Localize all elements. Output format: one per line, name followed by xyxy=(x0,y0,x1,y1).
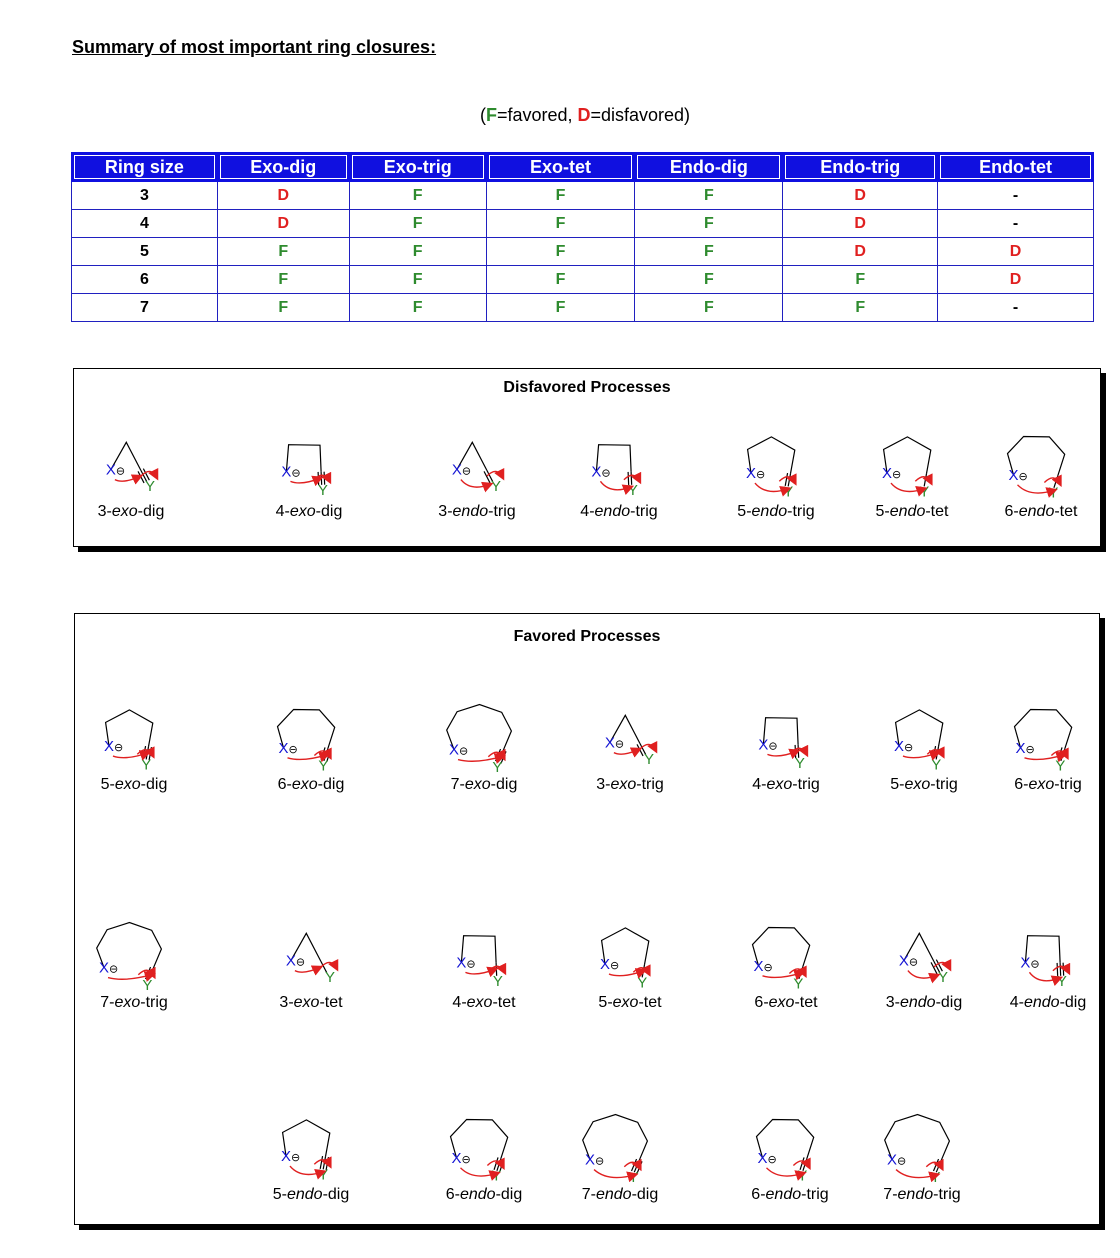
molecule-diagram xyxy=(976,407,1106,499)
negative-charge: ⊖ xyxy=(601,466,611,480)
cyclization-example xyxy=(837,407,987,521)
molecule-diagram xyxy=(983,680,1113,772)
cyclization-label: 4-exo-trig xyxy=(752,776,820,793)
molecule-diagram xyxy=(246,898,376,990)
molecule-diagram xyxy=(859,680,989,772)
negative-charge: ⊖ xyxy=(113,741,124,755)
table-row xyxy=(72,294,1094,322)
cyclization-example xyxy=(966,407,1116,521)
molecule-diagram xyxy=(555,1090,685,1182)
cyclization-label: 4-exo-dig xyxy=(275,503,343,520)
nucleophile-atom: X xyxy=(881,465,892,483)
cyclization-example xyxy=(402,407,552,521)
negative-charge: ⊖ xyxy=(614,737,625,751)
leaving-group-atom: Y xyxy=(318,757,329,772)
nucleophile-atom: X xyxy=(285,952,296,970)
cyclization-example xyxy=(555,680,705,794)
rule-cell: D xyxy=(783,210,938,238)
cyclization-example xyxy=(545,1090,695,1204)
cyclization-example xyxy=(555,898,705,1012)
negative-charge: ⊖ xyxy=(288,742,298,756)
nucleophile-atom: X xyxy=(757,1149,768,1167)
negative-charge: ⊖ xyxy=(295,955,306,969)
molecule-diagram xyxy=(412,407,542,499)
nucleophile-atom: X xyxy=(1020,954,1031,972)
rule-cell: F xyxy=(349,182,486,210)
nucleophile-atom: X xyxy=(1015,739,1026,757)
nucleophile-atom: X xyxy=(278,739,289,757)
negative-charge: ⊖ xyxy=(1018,469,1028,483)
molecule-diagram xyxy=(66,407,196,499)
disfavored-panel xyxy=(73,368,1101,547)
rule-cell: - xyxy=(938,210,1094,238)
nucleophile-atom: X xyxy=(898,952,909,970)
leaving-group-atom: Y xyxy=(793,975,804,990)
rule-cell: F xyxy=(486,238,635,266)
cyclization-label: 6-exo-trig xyxy=(1014,776,1082,793)
cyclization-label: 5-endo-dig xyxy=(272,1186,350,1203)
negative-charge: ⊖ xyxy=(755,468,766,482)
leaving-group-atom: Y xyxy=(492,758,503,772)
ring-size-cell: 6 xyxy=(72,266,218,294)
molecule-diagram xyxy=(69,898,199,990)
cyclization-label: 7-endo-trig xyxy=(883,1186,961,1203)
column-header: Exo-tet xyxy=(486,153,635,182)
cyclization-label: 4-endo-trig xyxy=(580,503,658,520)
leaving-group-atom: Y xyxy=(794,754,805,772)
cyclization-label: 6-endo-tet xyxy=(1004,503,1078,520)
leaving-group-atom: Y xyxy=(1048,484,1059,499)
rule-cell: F xyxy=(635,294,783,322)
molecule-diagram xyxy=(857,1090,987,1182)
leaving-group-atom: Y xyxy=(145,477,156,495)
rule-cell: F xyxy=(635,238,783,266)
column-header: Endo-dig xyxy=(635,153,783,182)
rule-cell: F xyxy=(217,266,349,294)
cyclization-label: 3-exo-trig xyxy=(596,776,664,793)
nucleophile-atom: X xyxy=(99,959,110,977)
nucleophile-atom: X xyxy=(1008,466,1019,484)
molecule-diagram xyxy=(565,680,695,772)
molecule-diagram xyxy=(419,898,549,990)
molecule-diagram xyxy=(859,898,989,990)
cyclization-label: 3-exo-dig xyxy=(97,503,165,520)
rule-cell: F xyxy=(349,294,486,322)
leaving-group-atom: Y xyxy=(637,974,648,990)
molecule-diagram xyxy=(711,407,841,499)
leaving-group-atom: Y xyxy=(938,968,949,986)
negative-charge: ⊖ xyxy=(1025,742,1035,756)
ring-size-cell: 5 xyxy=(72,238,218,266)
column-header: Exo-trig xyxy=(349,153,486,182)
cyclization-example xyxy=(236,1090,386,1204)
molecule-diagram xyxy=(847,407,977,499)
column-header: Ring size xyxy=(72,153,218,182)
negative-charge: ⊖ xyxy=(903,741,914,755)
leaving-group-atom: Y xyxy=(919,483,930,499)
negative-charge: ⊖ xyxy=(609,959,620,973)
rule-cell: D xyxy=(783,238,938,266)
rule-cell: F xyxy=(486,210,635,238)
molecule-diagram xyxy=(983,898,1113,990)
cyclization-example xyxy=(973,898,1120,1012)
cyclization-label: 3-endo-dig xyxy=(885,994,963,1011)
rule-cell: F xyxy=(217,294,349,322)
cyclization-example xyxy=(711,680,861,794)
cyclization-label: 6-exo-tet xyxy=(754,994,818,1011)
cyclization-example xyxy=(701,407,851,521)
leaving-group-atom: Y xyxy=(141,756,152,772)
rule-cell: F xyxy=(635,210,783,238)
leaving-group-atom: Y xyxy=(931,756,942,772)
ring-closure-table xyxy=(71,152,1094,322)
cyclization-example xyxy=(409,680,559,794)
column-header: Endo-trig xyxy=(783,153,938,182)
negative-charge: ⊖ xyxy=(897,1154,907,1168)
molecule-diagram xyxy=(565,898,695,990)
leaving-group-atom: Y xyxy=(1055,757,1066,772)
leaving-group-atom: Y xyxy=(644,750,655,768)
table-row xyxy=(72,182,1094,210)
table-row xyxy=(72,266,1094,294)
cyclization-label: 3-exo-tet xyxy=(279,994,343,1011)
rule-cell: D xyxy=(783,182,938,210)
cyclization-example xyxy=(59,680,209,794)
nucleophile-atom: X xyxy=(449,741,460,759)
molecule-diagram xyxy=(419,680,549,772)
cyclization-example xyxy=(544,407,694,521)
ring-size-cell: 7 xyxy=(72,294,218,322)
molecule-diagram xyxy=(246,1090,376,1182)
leaving-group-atom: Y xyxy=(317,481,328,499)
rule-cell: F xyxy=(486,182,635,210)
molecule-diagram xyxy=(554,407,684,499)
rule-cell: F xyxy=(349,210,486,238)
nucleophile-atom: X xyxy=(585,1151,596,1169)
molecule-diagram xyxy=(721,898,851,990)
negative-charge: ⊖ xyxy=(291,466,301,480)
leaving-group-atom: Y xyxy=(491,477,502,495)
negative-charge: ⊖ xyxy=(461,464,472,478)
cyclization-label: 6-endo-trig xyxy=(751,1186,829,1203)
leaving-group-atom: Y xyxy=(930,1168,941,1182)
nucleophile-atom: X xyxy=(887,1151,898,1169)
leaving-group-atom: Y xyxy=(492,972,503,990)
rule-cell: D xyxy=(217,210,349,238)
attack-arrow xyxy=(461,480,491,488)
rule-cell: F xyxy=(783,266,938,294)
cyclization-label: 7-exo-dig xyxy=(450,776,518,793)
nucleophile-atom: X xyxy=(604,734,615,752)
rule-cell: F xyxy=(349,266,486,294)
negative-charge: ⊖ xyxy=(109,962,119,976)
leaving-group-atom: Y xyxy=(325,968,336,986)
nucleophile-atom: X xyxy=(745,465,756,483)
rule-cell: F xyxy=(349,238,486,266)
negative-charge: ⊖ xyxy=(459,744,469,758)
leaving-group-atom: Y xyxy=(491,1167,502,1182)
cyclization-label: 7-exo-trig xyxy=(100,994,168,1011)
negative-charge: ⊖ xyxy=(1030,957,1040,971)
cyclization-label: 6-endo-dig xyxy=(445,1186,523,1203)
page-title: Summary of most important ring closures: xyxy=(72,37,437,57)
nucleophile-atom: X xyxy=(591,463,602,481)
rule-cell: F xyxy=(635,182,783,210)
leaving-group-atom: Y xyxy=(797,1167,808,1182)
table-row xyxy=(72,210,1094,238)
cyclization-example xyxy=(715,1090,865,1204)
rule-cell: - xyxy=(938,294,1094,322)
leaving-group-atom: Y xyxy=(783,483,794,499)
rule-cell: D xyxy=(938,266,1094,294)
rule-cell: F xyxy=(635,266,783,294)
nucleophile-atom: X xyxy=(451,461,462,479)
molecule-diagram xyxy=(244,407,374,499)
cyclization-label: 3-endo-trig xyxy=(438,503,516,520)
cyclization-label: 7-endo-dig xyxy=(581,1186,659,1203)
attack-arrow xyxy=(600,481,631,489)
molecule-diagram xyxy=(725,1090,855,1182)
rule-cell: - xyxy=(938,182,1094,210)
molecule-diagram xyxy=(419,1090,549,1182)
column-header: Exo-dig xyxy=(217,153,349,182)
table-row xyxy=(72,238,1094,266)
nucleophile-atom: X xyxy=(753,957,764,975)
cyclization-example xyxy=(236,898,386,1012)
column-header: Endo-tet xyxy=(938,153,1094,182)
cyclization-example xyxy=(59,898,209,1012)
cyclization-example xyxy=(236,680,386,794)
leaving-group-atom: Y xyxy=(628,1168,639,1182)
favored-panel xyxy=(74,613,1100,1225)
nucleophile-atom: X xyxy=(280,1148,291,1166)
leaving-group-atom: Y xyxy=(318,1166,329,1182)
cyclization-label: 4-exo-tet xyxy=(452,994,516,1011)
leaving-group-atom: Y xyxy=(142,976,153,990)
nucleophile-atom: X xyxy=(451,1149,462,1167)
nucleophile-atom: X xyxy=(758,736,769,754)
electron-arrow xyxy=(1044,478,1060,485)
negative-charge: ⊖ xyxy=(290,1151,301,1165)
nucleophile-atom: X xyxy=(105,461,116,479)
disfavored-title: Disfavored Processes xyxy=(503,379,671,396)
nucleophile-atom: X xyxy=(103,738,114,756)
cyclization-example xyxy=(409,1090,559,1204)
negative-charge: ⊖ xyxy=(908,955,919,969)
nucleophile-atom: X xyxy=(456,954,467,972)
favored-title: Favored Processes xyxy=(513,628,661,645)
electron-arrow xyxy=(915,477,931,484)
negative-charge: ⊖ xyxy=(115,464,126,478)
negative-charge: ⊖ xyxy=(891,468,902,482)
molecule-diagram xyxy=(246,680,376,772)
nucleophile-atom: X xyxy=(893,738,904,756)
negative-charge: ⊖ xyxy=(461,1152,471,1166)
cyclization-example xyxy=(409,898,559,1012)
cyclization-example xyxy=(234,407,384,521)
rule-cell: D xyxy=(938,238,1094,266)
cyclization-example xyxy=(56,407,206,521)
nucleophile-atom: X xyxy=(281,463,292,481)
attack-arrow xyxy=(1029,972,1060,980)
molecule-diagram xyxy=(721,680,851,772)
ring-size-cell: 4 xyxy=(72,210,218,238)
cyclization-label: 5-endo-tet xyxy=(875,503,949,520)
negative-charge: ⊖ xyxy=(595,1154,605,1168)
cyclization-example xyxy=(847,1090,997,1204)
negative-charge: ⊖ xyxy=(768,739,778,753)
cyclization-label: 5-exo-tet xyxy=(598,994,662,1011)
cyclization-label: 4-endo-dig xyxy=(1009,994,1087,1011)
cyclization-example xyxy=(973,680,1120,794)
negative-charge: ⊖ xyxy=(767,1152,777,1166)
rule-cell: D xyxy=(217,182,349,210)
cyclization-label: 5-endo-trig xyxy=(737,503,815,520)
ring-size-cell: 3 xyxy=(72,182,218,210)
leaving-group-atom: Y xyxy=(1056,972,1067,990)
attack-arrow xyxy=(908,971,938,979)
cyclization-label: 6-exo-dig xyxy=(277,776,345,793)
cyclization-label: 5-exo-dig xyxy=(100,776,168,793)
leaving-group-atom: Y xyxy=(627,481,638,499)
nucleophile-atom: X xyxy=(599,956,610,974)
legend: (F=favored, D=disfavored) xyxy=(479,105,691,125)
molecule-diagram xyxy=(69,680,199,772)
rule-cell: F xyxy=(217,238,349,266)
negative-charge: ⊖ xyxy=(763,960,773,974)
cyclization-label: 5-exo-trig xyxy=(890,776,958,793)
negative-charge: ⊖ xyxy=(466,957,476,971)
rule-cell: F xyxy=(486,266,635,294)
cyclization-example xyxy=(711,898,861,1012)
rule-cell: F xyxy=(783,294,938,322)
rule-cell: F xyxy=(486,294,635,322)
